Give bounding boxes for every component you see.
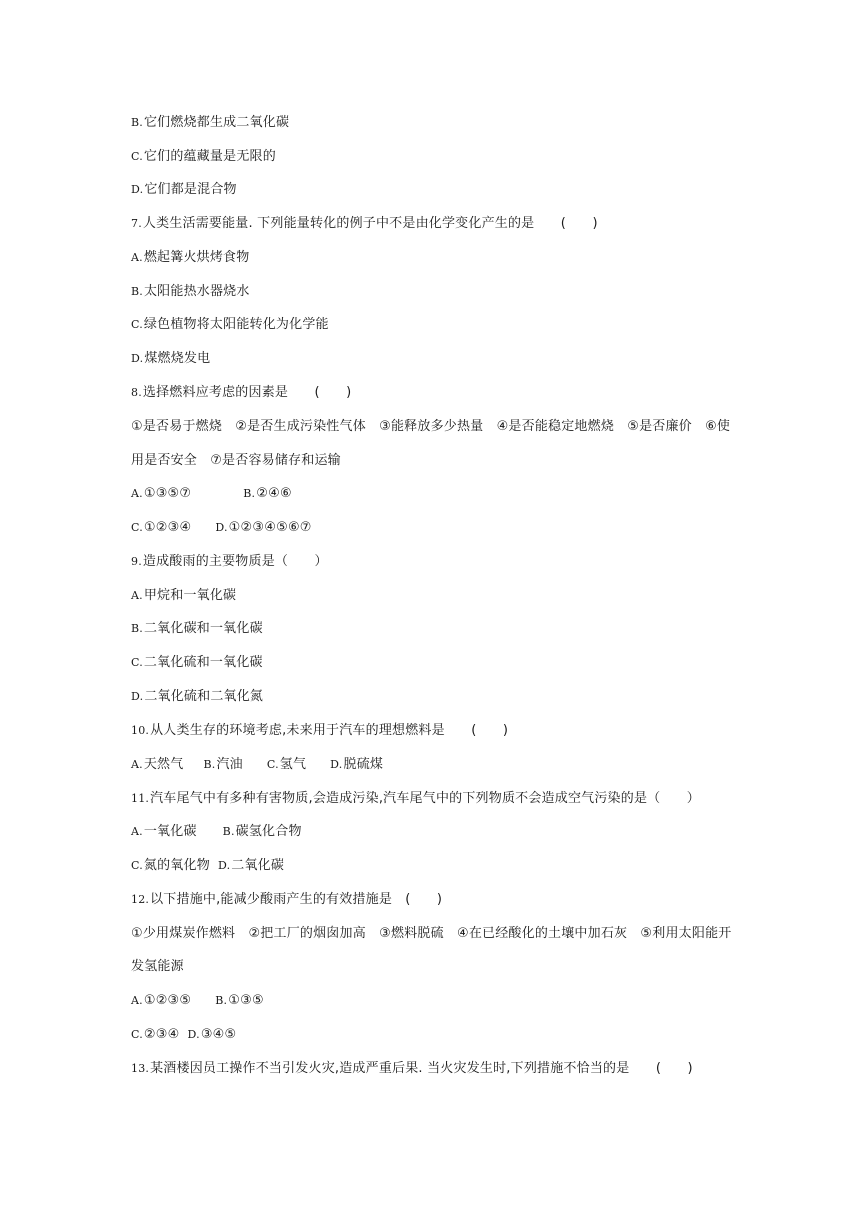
- q7-option-a: A.燃起篝火烘烤食物: [131, 250, 250, 265]
- option-b-line: B.它们燃烧都生成二氧化碳: [131, 115, 290, 130]
- q8-options-row-1: A.①③⑤⑦ B.②④⑥: [131, 486, 292, 501]
- q9-option-c: C.二氧化硫和一氧化碳: [131, 655, 263, 670]
- q10-options-row: A.天然气 B.汽油 C.氢气 D.脱硫煤: [131, 757, 384, 772]
- q9-option-a: A.甲烷和一氧化碳: [131, 588, 237, 603]
- question-8: 8.选择燃料应考虑的因素是 ( ): [131, 385, 352, 400]
- q8-factors-line-1: ①是否易于燃烧 ②是否生成污染性气体 ③能释放多少热量 ④是否能稳定地燃烧 ⑤是否廉价 ⑥使: [131, 419, 731, 434]
- q8-options-row-2: C.①②③④ D.①②③④⑤⑥⑦: [131, 520, 312, 535]
- q12-measures-line-1: ①少用煤炭作燃料 ②把工厂的烟囱加高 ③燃料脱硫 ④在已经酸化的土壤中加石灰 ⑤利用太阳能开: [131, 926, 732, 941]
- q7-option-c: C.绿色植物将太阳能转化为化学能: [131, 317, 329, 332]
- question-13: 13.某酒楼因员工操作不当引发火灾,造成严重后果. 当火灾发生时,下列措施不恰当的是 ( ): [131, 1061, 693, 1076]
- q9-option-b: B.二氧化碳和一氧化碳: [131, 621, 263, 636]
- option-c-line: C.它们的蕴藏量是无限的: [131, 149, 276, 164]
- q9-option-d: D.二氧化硫和二氧化氮: [131, 689, 264, 704]
- q11-options-row-1: A.一氧化碳 B.碳氢化合物: [131, 824, 302, 839]
- option-d-line: D.它们都是混合物: [131, 182, 237, 197]
- question-11: 11.汽车尾气中有多种有害物质,会造成污染,汽车尾气中的下列物质不会造成空气污染的是（ ）: [131, 791, 700, 806]
- question-12: 12.以下措施中,能减少酸雨产生的有效措施是 ( ): [131, 892, 443, 907]
- question-7: 7.人类生活需要能量. 下列能量转化的例子中不是由化学变化产生的是 ( ): [131, 216, 598, 231]
- q11-options-row-2: C.氮的氧化物 D.二氧化碳: [131, 858, 285, 873]
- q7-option-d: D.煤燃烧发电: [131, 351, 211, 366]
- question-9: 9.造成酸雨的主要物质是（ ）: [131, 554, 328, 569]
- q12-measures-line-2: 发氢能源: [131, 959, 184, 974]
- question-10: 10.从人类生存的环境考虑,未来用于汽车的理想燃料是 ( ): [131, 723, 509, 738]
- q12-options-row-1: A.①②③⑤ B.①③⑤: [131, 993, 264, 1008]
- q7-option-b: B.太阳能热水器烧水: [131, 284, 250, 299]
- q8-factors-line-2: 用是否安全 ⑦是否容易储存和运输: [131, 453, 341, 468]
- q12-options-row-2: C.②③④ D.③④⑤: [131, 1027, 237, 1042]
